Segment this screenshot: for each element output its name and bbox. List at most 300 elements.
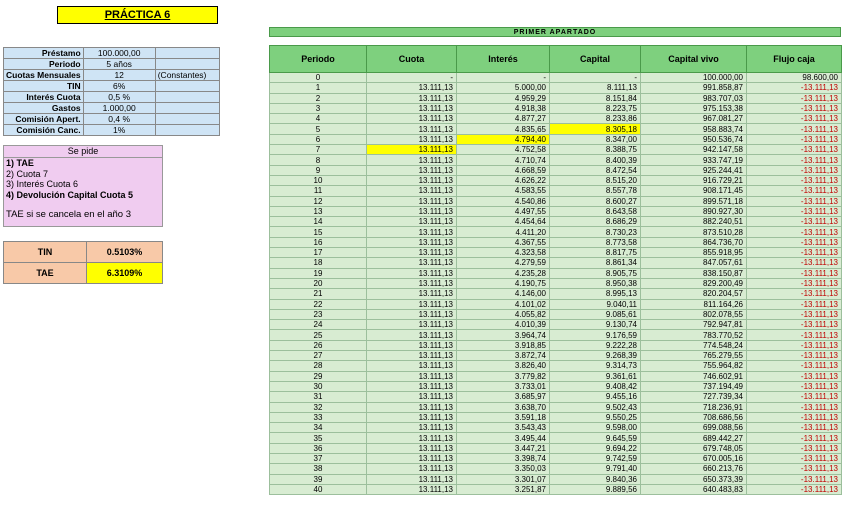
parameter-extra[interactable] — [155, 103, 219, 114]
table-cell[interactable]: 4.323,58 — [457, 248, 550, 258]
table-cell[interactable]: 975.153,38 — [641, 103, 747, 113]
table-cell[interactable]: 5 — [270, 124, 367, 134]
table-cell[interactable]: -13.111,13 — [747, 320, 842, 330]
parameter-label[interactable]: Cuotas Mensuales — [4, 70, 84, 81]
table-cell[interactable]: 7 — [270, 145, 367, 155]
table-cell[interactable]: 12 — [270, 196, 367, 206]
table-cell[interactable]: 9.889,56 — [550, 484, 641, 494]
table-cell[interactable]: 3.543,43 — [457, 423, 550, 433]
table-row — [270, 103, 842, 113]
table-cell[interactable]: -13.111,13 — [747, 258, 842, 268]
table-cell[interactable]: 37 — [270, 453, 367, 463]
parameter-label[interactable]: Comisión Apert. — [4, 114, 84, 125]
table-cell[interactable]: -13.111,13 — [747, 124, 842, 134]
table-cell[interactable]: 32 — [270, 402, 367, 412]
table-cell[interactable]: 8.305,18 — [550, 124, 641, 134]
table-cell[interactable]: 13.111,13 — [367, 258, 457, 268]
table-cell[interactable]: 30 — [270, 381, 367, 391]
table-row — [270, 217, 842, 227]
table-cell[interactable]: -13.111,13 — [747, 412, 842, 422]
table-cell[interactable]: 847.057,61 — [641, 258, 747, 268]
table-cell[interactable]: 3.779,82 — [457, 371, 550, 381]
table-cell[interactable]: 9.040,11 — [550, 299, 641, 309]
table-cell[interactable]: - — [550, 73, 641, 83]
parameter-label[interactable]: Interés Cuota — [4, 92, 84, 103]
table-cell[interactable]: 4.835,65 — [457, 124, 550, 134]
table-cell[interactable]: 13.111,13 — [367, 299, 457, 309]
table-cell[interactable]: 679.748,05 — [641, 443, 747, 453]
table-cell[interactable]: -13.111,13 — [747, 340, 842, 350]
table-cell[interactable]: -13.111,13 — [747, 392, 842, 402]
table-cell[interactable]: 4.540,86 — [457, 196, 550, 206]
task-item: 2) Cuota 7 — [6, 168, 49, 179]
table-row — [270, 268, 842, 278]
table-cell[interactable]: 8.388,75 — [550, 145, 641, 155]
table-cell[interactable]: 8.995,13 — [550, 289, 641, 299]
table-cell[interactable]: 4.918,38 — [457, 103, 550, 113]
table-cell[interactable]: 0 — [270, 73, 367, 83]
table-cell[interactable]: 967.081,27 — [641, 114, 747, 124]
table-cell[interactable]: -13.111,13 — [747, 165, 842, 175]
tae-value[interactable]: 6.3109% — [87, 263, 163, 284]
tin-value[interactable]: 0.5103% — [87, 242, 163, 263]
column-header[interactable]: Cuota — [367, 46, 457, 73]
table-cell[interactable]: 11 — [270, 186, 367, 196]
table-cell[interactable]: 9.361,61 — [550, 371, 641, 381]
table-cell[interactable]: -13.111,13 — [747, 196, 842, 206]
table-cell[interactable]: -13.111,13 — [747, 361, 842, 371]
parameter-value[interactable]: 0,4 % — [83, 114, 155, 125]
parameter-extra[interactable] — [155, 81, 219, 92]
table-cell[interactable]: 3.638,70 — [457, 402, 550, 412]
table-cell[interactable]: 13.111,13 — [367, 402, 457, 412]
table-cell[interactable]: 3.251,87 — [457, 484, 550, 494]
table-cell[interactable]: 13.111,13 — [367, 93, 457, 103]
table-cell[interactable]: 18 — [270, 258, 367, 268]
table-cell[interactable]: 4.190,75 — [457, 278, 550, 288]
table-cell[interactable]: 13.111,13 — [367, 381, 457, 391]
table-cell[interactable]: 5.000,00 — [457, 83, 550, 93]
table-cell[interactable]: 8.600,27 — [550, 196, 641, 206]
parameter-label[interactable]: TIN — [4, 81, 84, 92]
table-cell[interactable]: 4.752,58 — [457, 145, 550, 155]
results-table — [3, 241, 163, 284]
table-cell[interactable]: 4.959,29 — [457, 93, 550, 103]
table-cell[interactable]: 13.111,13 — [367, 464, 457, 474]
table-cell[interactable]: 98.600,00 — [747, 73, 842, 83]
table-cell[interactable]: -13.111,13 — [747, 289, 842, 299]
table-cell[interactable]: 8.861,34 — [550, 258, 641, 268]
parameter-value[interactable]: 1% — [83, 125, 155, 136]
table-cell[interactable]: -13.111,13 — [747, 268, 842, 278]
column-header[interactable]: Periodo — [270, 46, 367, 73]
table-cell[interactable]: 746.602,91 — [641, 371, 747, 381]
column-header[interactable]: Flujo caja — [747, 46, 842, 73]
table-cell[interactable]: 13.111,13 — [367, 83, 457, 93]
table-cell[interactable]: 8.950,38 — [550, 278, 641, 288]
table-cell[interactable]: 3.591,18 — [457, 412, 550, 422]
table-cell[interactable]: 9.694,22 — [550, 443, 641, 453]
table-cell[interactable]: -13.111,13 — [747, 155, 842, 165]
table-cell[interactable]: -13.111,13 — [747, 145, 842, 155]
table-cell[interactable]: 8.151,84 — [550, 93, 641, 103]
parameter-label[interactable]: Préstamo — [4, 48, 84, 59]
table-cell[interactable]: 13.111,13 — [367, 309, 457, 319]
table-cell[interactable]: 8.557,78 — [550, 186, 641, 196]
table-cell[interactable]: 4.877,27 — [457, 114, 550, 124]
table-cell[interactable]: 39 — [270, 474, 367, 484]
table-cell[interactable]: 783.770,52 — [641, 330, 747, 340]
table-cell[interactable]: 13.111,13 — [367, 351, 457, 361]
table-cell[interactable]: 15 — [270, 227, 367, 237]
table-cell[interactable]: 13.111,13 — [367, 186, 457, 196]
table-cell[interactable]: -13.111,13 — [747, 227, 842, 237]
table-cell[interactable]: 3.495,44 — [457, 433, 550, 443]
table-cell[interactable]: 8.400,39 — [550, 155, 641, 165]
table-cell[interactable]: 8.773,58 — [550, 237, 641, 247]
table-cell[interactable]: -13.111,13 — [747, 248, 842, 258]
table-cell[interactable]: 792.947,81 — [641, 320, 747, 330]
amortization-table-title: PRIMER APARTADO — [269, 27, 841, 37]
table-cell[interactable]: 727.739,34 — [641, 392, 747, 402]
parameter-value[interactable]: 1.000,00 — [83, 103, 155, 114]
table-cell[interactable]: - — [457, 73, 550, 83]
table-cell[interactable]: 26 — [270, 340, 367, 350]
table-cell[interactable]: 4.583,55 — [457, 186, 550, 196]
table-row — [270, 299, 842, 309]
table-cell[interactable]: 9.222,28 — [550, 340, 641, 350]
table-cell[interactable]: 9.791,40 — [550, 464, 641, 474]
table-cell[interactable]: 855.918,95 — [641, 248, 747, 258]
table-cell[interactable]: 29 — [270, 371, 367, 381]
table-cell[interactable]: 882.240,51 — [641, 217, 747, 227]
task-note: TAE si se cancela en el año 3 — [6, 209, 131, 220]
table-cell[interactable]: 8.111,13 — [550, 83, 641, 93]
table-cell[interactable]: -13.111,13 — [747, 453, 842, 463]
table-cell[interactable]: 34 — [270, 423, 367, 433]
parameter-extra[interactable] — [155, 114, 219, 125]
table-cell[interactable]: 8.730,23 — [550, 227, 641, 237]
table-cell[interactable]: 9.176,59 — [550, 330, 641, 340]
table-cell[interactable]: 13.111,13 — [367, 453, 457, 463]
table-cell[interactable]: 755.964,82 — [641, 361, 747, 371]
table-cell[interactable]: -13.111,13 — [747, 206, 842, 216]
table-cell[interactable]: -13.111,13 — [747, 402, 842, 412]
table-cell[interactable]: 983.707,03 — [641, 93, 747, 103]
table-cell[interactable]: 4.454,64 — [457, 217, 550, 227]
table-cell[interactable]: 4.497,55 — [457, 206, 550, 216]
parameter-value[interactable]: 6% — [83, 81, 155, 92]
table-cell[interactable]: 4.055,82 — [457, 309, 550, 319]
table-cell[interactable]: 40 — [270, 484, 367, 494]
table-cell[interactable]: 31 — [270, 392, 367, 402]
table-cell[interactable]: 4.668,59 — [457, 165, 550, 175]
table-cell[interactable]: 3 — [270, 103, 367, 113]
table-cell[interactable]: 670.005,16 — [641, 453, 747, 463]
table-cell[interactable]: 9.598,00 — [550, 423, 641, 433]
table-cell[interactable]: 950.536,74 — [641, 134, 747, 144]
column-header[interactable]: Interés — [457, 46, 550, 73]
table-cell[interactable]: 10 — [270, 175, 367, 185]
table-cell[interactable]: 820.204,57 — [641, 289, 747, 299]
table-cell[interactable]: -13.111,13 — [747, 474, 842, 484]
table-cell[interactable]: -13.111,13 — [747, 464, 842, 474]
table-cell[interactable]: 3.826,40 — [457, 361, 550, 371]
table-cell[interactable]: 9 — [270, 165, 367, 175]
table-cell[interactable]: 933.747,19 — [641, 155, 747, 165]
table-cell[interactable]: - — [367, 73, 457, 83]
table-cell[interactable]: 4.367,55 — [457, 237, 550, 247]
table-cell[interactable]: -13.111,13 — [747, 237, 842, 247]
table-cell[interactable]: 640.483,83 — [641, 484, 747, 494]
table-cell[interactable]: 650.373,39 — [641, 474, 747, 484]
table-cell[interactable]: 4.235,28 — [457, 268, 550, 278]
table-row — [270, 124, 842, 134]
table-cell[interactable]: 838.150,87 — [641, 268, 747, 278]
table-cell[interactable]: 829.200,49 — [641, 278, 747, 288]
table-cell[interactable]: 8.347,00 — [550, 134, 641, 144]
table-cell[interactable]: 890.927,30 — [641, 206, 747, 216]
table-cell[interactable]: -13.111,13 — [747, 371, 842, 381]
table-cell[interactable]: 3.872,74 — [457, 351, 550, 361]
parameter-row — [4, 48, 220, 59]
table-cell[interactable]: 23 — [270, 309, 367, 319]
table-cell[interactable]: 3.398,74 — [457, 453, 550, 463]
table-cell[interactable]: 13.111,13 — [367, 217, 457, 227]
table-cell[interactable]: 27 — [270, 351, 367, 361]
table-cell[interactable]: 811.164,26 — [641, 299, 747, 309]
parameter-label[interactable]: Comisión Canc. — [4, 125, 84, 136]
table-cell[interactable]: 3.685,97 — [457, 392, 550, 402]
table-cell[interactable]: 13.111,13 — [367, 433, 457, 443]
table-cell[interactable]: 774.548,24 — [641, 340, 747, 350]
table-cell[interactable]: 9.314,73 — [550, 361, 641, 371]
table-cell[interactable]: 13.111,13 — [367, 278, 457, 288]
table-cell[interactable]: 802.078,55 — [641, 309, 747, 319]
table-cell[interactable]: 4.626,22 — [457, 175, 550, 185]
table-cell[interactable]: -13.111,13 — [747, 114, 842, 124]
table-cell[interactable]: 17 — [270, 248, 367, 258]
table-cell[interactable]: 8.686,29 — [550, 217, 641, 227]
table-cell[interactable]: 864.736,70 — [641, 237, 747, 247]
parameter-label[interactable]: Gastos — [4, 103, 84, 114]
table-cell[interactable]: -13.111,13 — [747, 299, 842, 309]
table-cell[interactable]: 1 — [270, 83, 367, 93]
table-cell[interactable]: 4.411,20 — [457, 227, 550, 237]
table-cell[interactable]: -13.111,13 — [747, 93, 842, 103]
task-list-box — [3, 145, 163, 227]
table-cell[interactable]: 36 — [270, 443, 367, 453]
table-cell[interactable]: 9.455,16 — [550, 392, 641, 402]
table-row — [270, 351, 842, 361]
table-row — [270, 196, 842, 206]
table-cell[interactable]: 3.964,74 — [457, 330, 550, 340]
table-cell[interactable]: 660.213,76 — [641, 464, 747, 474]
table-cell[interactable]: 8.472,54 — [550, 165, 641, 175]
table-cell[interactable]: 33 — [270, 412, 367, 422]
table-cell[interactable]: 916.729,21 — [641, 175, 747, 185]
table-cell[interactable]: 4.279,59 — [457, 258, 550, 268]
table-cell[interactable]: -13.111,13 — [747, 330, 842, 340]
table-row — [270, 258, 842, 268]
table-cell[interactable]: -13.111,13 — [747, 381, 842, 391]
table-cell[interactable]: 737.194,49 — [641, 381, 747, 391]
table-cell[interactable]: 708.686,56 — [641, 412, 747, 422]
table-cell[interactable]: 6 — [270, 134, 367, 144]
table-cell[interactable]: 765.279,55 — [641, 351, 747, 361]
table-cell[interactable]: 13.111,13 — [367, 330, 457, 340]
table-cell[interactable]: 14 — [270, 217, 367, 227]
table-cell[interactable]: 38 — [270, 464, 367, 474]
parameter-value[interactable]: 12 — [83, 70, 155, 81]
table-cell[interactable]: 942.147,58 — [641, 145, 747, 155]
table-cell[interactable]: -13.111,13 — [747, 433, 842, 443]
column-header[interactable]: Capital — [550, 46, 641, 73]
table-cell[interactable]: 9.840,36 — [550, 474, 641, 484]
table-cell[interactable]: 9.502,43 — [550, 402, 641, 412]
table-cell[interactable]: 13.111,13 — [367, 237, 457, 247]
table-cell[interactable]: 958.883,74 — [641, 124, 747, 134]
table-cell[interactable]: 100.000,00 — [641, 73, 747, 83]
parameter-value[interactable]: 100.000,00 — [83, 48, 155, 59]
table-cell[interactable]: 13.111,13 — [367, 423, 457, 433]
parameter-extra[interactable]: (Constantes) — [155, 70, 219, 81]
table-cell[interactable]: -13.111,13 — [747, 278, 842, 288]
parameter-extra[interactable] — [155, 125, 219, 136]
table-cell[interactable]: 13.111,13 — [367, 114, 457, 124]
parameter-extra[interactable] — [155, 92, 219, 103]
table-cell[interactable]: 13.111,13 — [367, 361, 457, 371]
table-cell[interactable]: 20 — [270, 278, 367, 288]
table-cell[interactable]: 13.111,13 — [367, 175, 457, 185]
table-cell[interactable]: 13.111,13 — [367, 289, 457, 299]
table-cell[interactable]: 13.111,13 — [367, 371, 457, 381]
table-cell[interactable]: 16 — [270, 237, 367, 247]
table-cell[interactable]: -13.111,13 — [747, 351, 842, 361]
table-cell[interactable]: 13.111,13 — [367, 145, 457, 155]
table-cell[interactable]: 9.268,39 — [550, 351, 641, 361]
table-cell[interactable]: 3.733,01 — [457, 381, 550, 391]
table-cell[interactable]: 9.408,42 — [550, 381, 641, 391]
table-cell[interactable]: 3.447,21 — [457, 443, 550, 453]
table-cell[interactable]: 4.710,74 — [457, 155, 550, 165]
table-cell[interactable]: 13.111,13 — [367, 443, 457, 453]
table-cell[interactable]: 13.111,13 — [367, 392, 457, 402]
table-cell[interactable]: 21 — [270, 289, 367, 299]
table-cell[interactable]: -13.111,13 — [747, 484, 842, 494]
table-cell[interactable]: 8.233,86 — [550, 114, 641, 124]
table-cell[interactable]: -13.111,13 — [747, 134, 842, 144]
table-cell[interactable]: -13.111,13 — [747, 103, 842, 113]
parameter-value[interactable]: 0,5 % — [83, 92, 155, 103]
table-cell[interactable]: -13.111,13 — [747, 175, 842, 185]
table-cell[interactable]: 4.101,02 — [457, 299, 550, 309]
table-cell[interactable]: 13.111,13 — [367, 196, 457, 206]
table-cell[interactable]: 13.111,13 — [367, 320, 457, 330]
table-cell[interactable]: 3.918,85 — [457, 340, 550, 350]
table-cell[interactable]: 8 — [270, 155, 367, 165]
table-cell[interactable]: 13.111,13 — [367, 474, 457, 484]
table-row — [270, 145, 842, 155]
table-cell[interactable]: 13.111,13 — [367, 484, 457, 494]
table-cell[interactable]: 3.301,07 — [457, 474, 550, 484]
table-cell[interactable]: 24 — [270, 320, 367, 330]
table-cell[interactable]: 13.111,13 — [367, 103, 457, 113]
table-cell[interactable]: 8.905,75 — [550, 268, 641, 278]
table-cell[interactable]: 22 — [270, 299, 367, 309]
table-cell[interactable]: 873.510,28 — [641, 227, 747, 237]
table-cell[interactable]: -13.111,13 — [747, 423, 842, 433]
table-cell[interactable]: 4.010,39 — [457, 320, 550, 330]
table-cell[interactable]: 13.111,13 — [367, 165, 457, 175]
table-cell[interactable]: 699.088,56 — [641, 423, 747, 433]
table-cell[interactable]: 4 — [270, 114, 367, 124]
table-cell[interactable]: 19 — [270, 268, 367, 278]
table-cell[interactable]: 13.111,13 — [367, 248, 457, 258]
table-cell[interactable]: 13.111,13 — [367, 268, 457, 278]
parameter-extra[interactable] — [155, 48, 219, 59]
table-cell[interactable]: -13.111,13 — [747, 186, 842, 196]
table-cell[interactable]: 25 — [270, 330, 367, 340]
table-cell[interactable]: 8.817,75 — [550, 248, 641, 258]
table-cell[interactable]: 9.645,59 — [550, 433, 641, 443]
table-cell[interactable]: 13.111,13 — [367, 412, 457, 422]
table-cell[interactable]: 9.742,59 — [550, 453, 641, 463]
table-cell[interactable]: 4.146,00 — [457, 289, 550, 299]
table-cell[interactable]: -13.111,13 — [747, 443, 842, 453]
table-cell[interactable]: 991.858,87 — [641, 83, 747, 93]
parameter-extra[interactable] — [155, 59, 219, 70]
table-cell[interactable]: 35 — [270, 433, 367, 443]
table-cell[interactable]: 13.111,13 — [367, 227, 457, 237]
parameter-label[interactable]: Periodo — [4, 59, 84, 70]
table-cell[interactable]: 718.236,91 — [641, 402, 747, 412]
table-row — [270, 330, 842, 340]
table-cell[interactable]: -13.111,13 — [747, 217, 842, 227]
table-cell[interactable]: 8.643,58 — [550, 206, 641, 216]
table-cell[interactable]: 28 — [270, 361, 367, 371]
table-cell[interactable]: 13 — [270, 206, 367, 216]
table-cell[interactable]: 13.111,13 — [367, 206, 457, 216]
table-cell[interactable]: 9.085,61 — [550, 309, 641, 319]
tae-label[interactable]: TAE — [4, 263, 87, 284]
parameter-value[interactable]: 5 años — [83, 59, 155, 70]
table-cell[interactable]: 908.171,45 — [641, 186, 747, 196]
table-cell[interactable]: -13.111,13 — [747, 309, 842, 319]
tin-label[interactable]: TIN — [4, 242, 87, 263]
table-cell[interactable]: 13.111,13 — [367, 134, 457, 144]
table-cell[interactable]: 9.550,25 — [550, 412, 641, 422]
table-cell[interactable]: 925.244,41 — [641, 165, 747, 175]
table-row — [270, 227, 842, 237]
table-cell[interactable]: 9.130,74 — [550, 320, 641, 330]
parameter-row — [4, 92, 220, 103]
table-cell[interactable]: 4.794,40 — [457, 134, 550, 144]
parameter-row — [4, 114, 220, 125]
table-cell[interactable]: 13.111,13 — [367, 124, 457, 134]
table-cell[interactable]: 899.571,18 — [641, 196, 747, 206]
table-cell[interactable]: 13.111,13 — [367, 340, 457, 350]
table-cell[interactable]: 8.223,75 — [550, 103, 641, 113]
table-cell[interactable]: 8.515,20 — [550, 175, 641, 185]
table-cell[interactable]: 13.111,13 — [367, 155, 457, 165]
table-cell[interactable]: 689.442,27 — [641, 433, 747, 443]
column-header[interactable]: Capital vivo — [641, 46, 747, 73]
table-cell[interactable]: 2 — [270, 93, 367, 103]
table-cell[interactable]: 3.350,03 — [457, 464, 550, 474]
table-cell[interactable]: -13.111,13 — [747, 83, 842, 93]
table-row — [270, 73, 842, 83]
